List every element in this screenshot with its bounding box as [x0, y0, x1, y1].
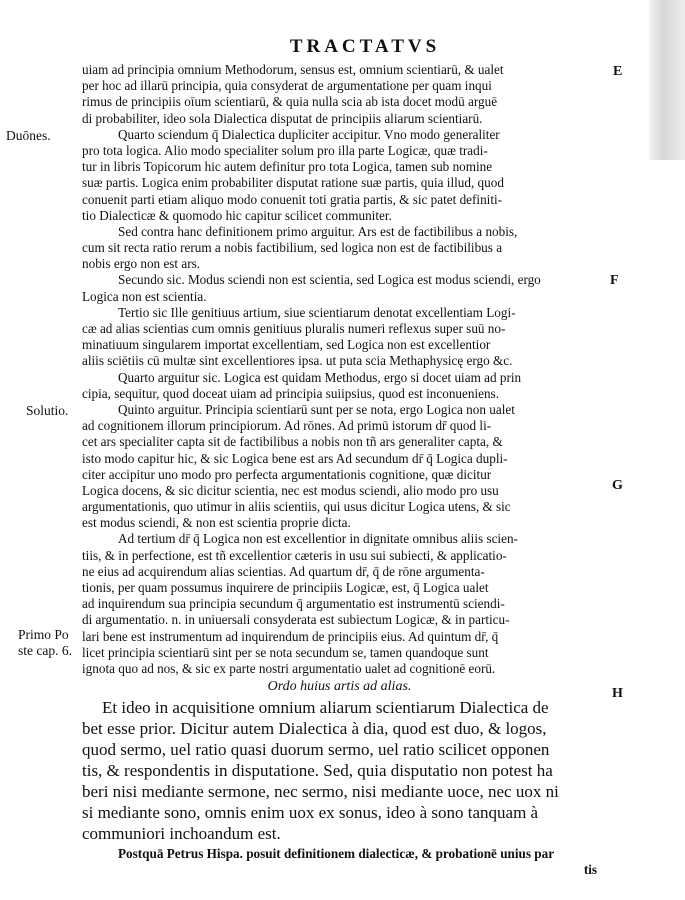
margin-note-ste-cap: ste cap. 6.: [18, 643, 72, 658]
text-line: cæ ad alias scientias cum omnis genitiuus pluralis numeri reflexus super suū no-: [82, 321, 506, 336]
page-body: [82, 62, 597, 879]
text-line: uiam ad principia omnium Methodorum, sensus est, omnium scientiarū, & ualet: [82, 62, 504, 77]
text-line: rimus de principiis oīum scientiarū, & quia nulla scia ab ista docet modū arguē: [82, 94, 498, 110]
text-line: aliis sciētiis cū multæ sint excellentiores ipsa. ut puta scia Methaphysicę ergo &c.: [82, 353, 513, 369]
text-line: pro tota logica. Alio modo specialiter solum pro illa parte Logicæ, quæ tradi-: [82, 142, 488, 158]
margin-letter-e: E: [613, 64, 623, 79]
text-line: di argumentatio. n. in uniuersali consyderata est subiectum Logicæ, & in particu-: [82, 612, 510, 628]
text-line: Ad tertium dr̄ q̄ Logica non est excellentior in dignitate omnibus aliis scien-: [118, 531, 518, 547]
text-line: ad cognitionem illorum principiorum. Ad rōnes. Ad primū istorum dr̄ quod li-: [82, 418, 492, 434]
margin-note-solutio: Solutio.: [26, 403, 69, 418]
text-line: est modus sciendi, & non est scientia proprie dicta.: [82, 515, 351, 531]
text-line: nobis ergo non est ars.: [82, 256, 201, 272]
text-line: citer accipitur uno modo pro perfecta argumentationis cognitione, quæ dicitur: [82, 466, 492, 482]
text-line: licet principia scientiarū sint per se nota secundum se, tamen quandoque sunt: [82, 644, 489, 660]
text-line: Quarto sciendum q̄ Dialectica dupliciter accipitur. Vno modo generaliter: [118, 126, 500, 142]
text-line: Sed contra hanc definitionem primo arguitur. Ars est de factibilibus a nobis,: [118, 223, 518, 239]
running-head: TRACTATVS: [289, 36, 441, 57]
text-line: Tertio sic Ille genitiuus artium, siue scientiarum denotat excellentiam Logi-: [118, 304, 516, 320]
text-line: suæ partis. Logica enim probabiliter disputat ratione suæ partis, quia illud, quod: [82, 175, 504, 191]
text-line: cum sit recta ratio rerum a nobis factibilium, sed logica non est de factibilibus a: [82, 240, 503, 256]
catchword: tis: [583, 862, 597, 878]
text-line: tur in libris Topicorum hic autem definitur pro tota Logica, tamen sub nomine: [82, 159, 493, 175]
text-line: Quarto arguitur sic. Logica est quidam Methodus, ergo si docet uiam ad prin: [118, 369, 522, 385]
text-line: per hoc ad illarū principia, quia consyderat de argumentatione per quam inqui: [82, 78, 492, 94]
text-line: quod sermo, uel ratio quasi duorum sermo, uel ratio scilicet opponen: [82, 740, 550, 760]
text-line: di probabiliter, ideo sola Dialectica disputat de principiis aliarum scientiarū.: [82, 110, 483, 126]
text-line: tionis, per quam possumus inquirere de principiis Logicæ, est, q̄ Logica ualet: [82, 580, 489, 595]
text-line: beri nisi mediante sermone, nec sermo, nisi mediante uoce, nec uox ni: [82, 782, 559, 802]
text-line: lari bene est instrumentum ad inquirendum de principiis eius. Ad quintum dr̄, q̄: [82, 628, 499, 644]
text-line: tis, & respondentis in disputatione. Sed, quia disputatio non potest ha: [82, 761, 553, 781]
text-line: cet ars specialiter capta sit de factibilibus a nobis non tñ ars generaliter capta, &: [82, 434, 503, 450]
paragraph-block-b: [82, 697, 597, 844]
margin-letter-h: H: [612, 686, 623, 701]
text-line: isto modo capitur hic, & sic Logica bene est ars Ad secundum dr̄ q̄ Logica dupli-: [82, 450, 508, 466]
margin-note-duones: Duōnes.: [6, 128, 51, 143]
text-line: tiis, & in perfectione, est tñ excellentior cæteris in usu sui subiecti, & applicatio-: [82, 547, 507, 563]
text-line: conuenit parti etiam aliquo modo conuenit toti gratia partis, & sic patet definiti-: [82, 191, 503, 207]
section-heading: Ordo huius artis ad alias.: [267, 679, 412, 695]
text-line: si mediante sono, omnis enim uox ex sonus, ideo à sono tanquam à: [82, 803, 539, 823]
text-line: Postquā Petrus Hispa. posuit definitionem dialecticæ, & probationē unius par: [118, 846, 555, 862]
paragraph-block-a: [82, 62, 597, 677]
margin-note-primo-po: Primo Po: [18, 627, 69, 642]
margin-letter-g: G: [612, 478, 623, 493]
text-line: Quinto arguitur. Principia scientiarū sunt per se nota, ergo Logica non ualet: [118, 401, 515, 417]
scan-edge-shadow: [649, 0, 685, 160]
text-line: Logica non est scientia.: [82, 288, 207, 304]
text-line: ignota quo ad nos, & sic ex parte nostri argumentatio ualet ad cognitionē eorū.: [82, 660, 496, 676]
text-line: argumentationis, quo utimur in aliis scientiis, qui usus dicitur Logica utens, & sic: [82, 499, 511, 515]
text-line: tio Dialecticæ & quomodo hic capitur scilicet communiter.: [82, 207, 392, 223]
text-line: cipia, sequitur, quod doceat uiam ad principia suiipsius, quod est inconueniens.: [82, 385, 499, 401]
margin-letter-f: F: [610, 273, 619, 288]
text-line: ne eius ad acquirendum alias scientias. Ad quartum dr̄, q̄ de rōne argumenta-: [82, 563, 485, 579]
text-line: communiori inchoandum est.: [82, 824, 281, 844]
text-line: ad inquirendum sua principia secundum q̄ argumentatio est instrumentū sciendi-: [82, 596, 505, 612]
text-line: Et ideo in acquisitione omnium aliarum scientiarum Dialectica de: [102, 698, 549, 718]
text-line: Logica docens, & sic dicitur scientia, nec est modus sciendi, alio modo pro usu: [82, 482, 499, 498]
text-line: Secundo sic. Modus sciendi non est scientia, sed Logica est modus sciendi, ergo: [118, 272, 541, 288]
text-line: minatiuum singularem importat excellentiam, sed Logica non est excellentior: [82, 337, 491, 353]
text-line: bet esse prior. Dicitur autem Dialectica à dia, quod est duo, & logos,: [82, 719, 547, 739]
